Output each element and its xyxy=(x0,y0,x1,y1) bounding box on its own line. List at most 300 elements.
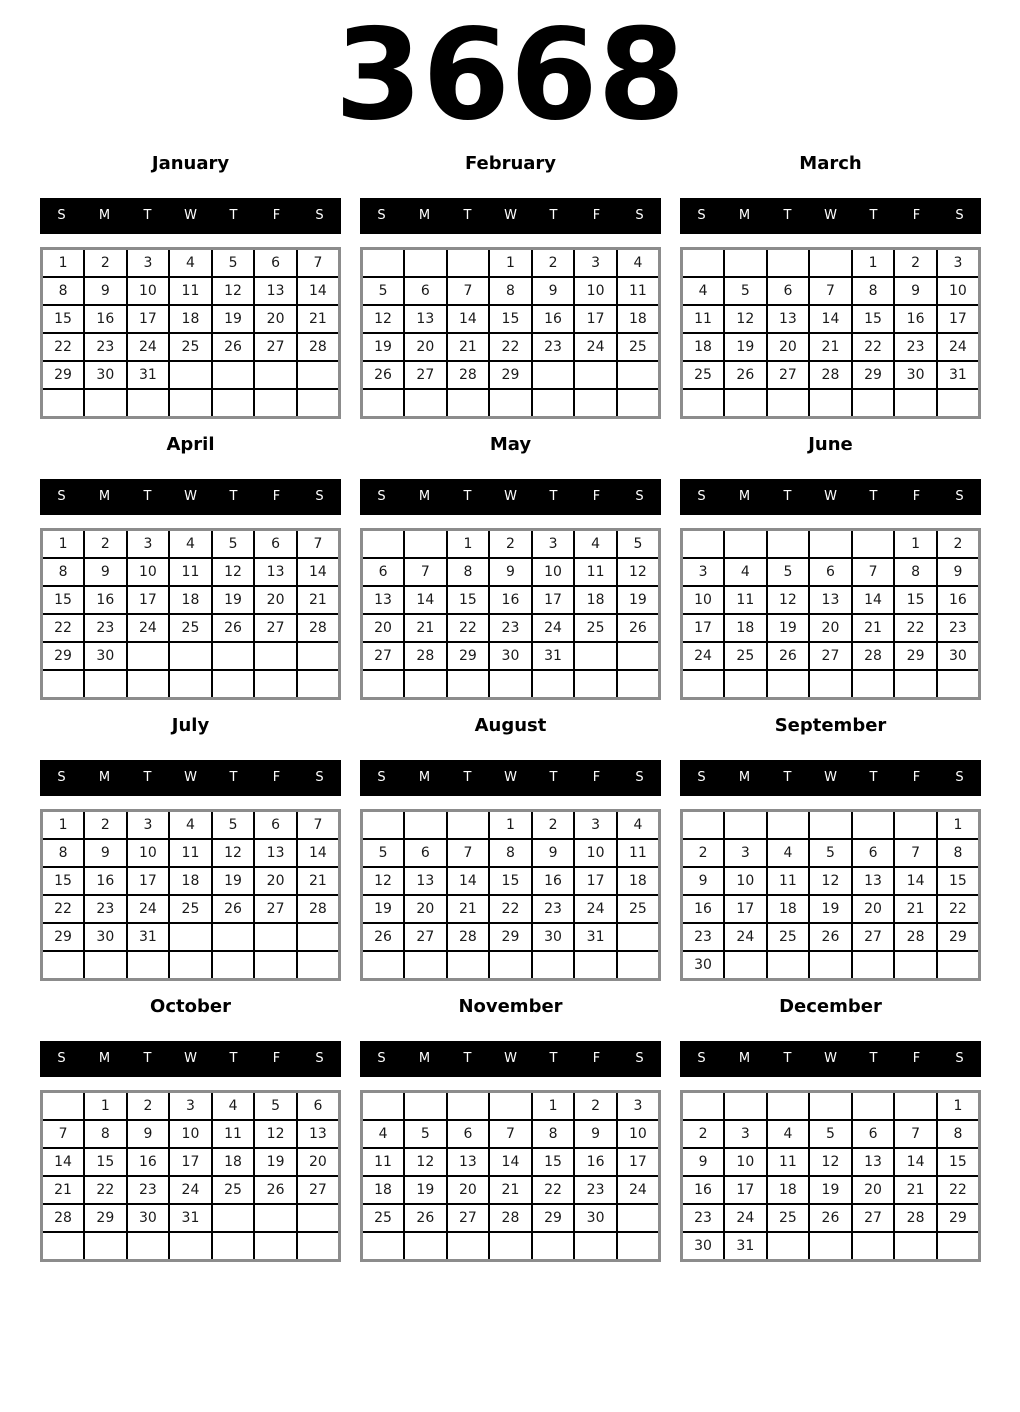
date-cell: 12 xyxy=(767,586,810,614)
date-cell xyxy=(362,249,405,278)
day-of-week-label: S xyxy=(315,208,324,223)
day-of-week-header xyxy=(680,760,981,796)
date-cell xyxy=(297,361,340,389)
date-cell: 20 xyxy=(254,586,297,614)
date-cell: 9 xyxy=(682,867,725,895)
date-cell xyxy=(724,951,767,980)
date-cell xyxy=(767,1092,810,1121)
date-cell: 15 xyxy=(489,867,532,895)
month-title: July xyxy=(171,715,210,736)
date-cell: 25 xyxy=(574,614,617,642)
date-cell xyxy=(169,642,212,670)
day-of-week-label: T xyxy=(143,770,152,785)
week-row xyxy=(682,1204,980,1232)
week-row xyxy=(42,1148,340,1176)
date-cell: 10 xyxy=(724,1148,767,1176)
date-cell xyxy=(574,642,617,670)
date-grid-wrap xyxy=(40,1090,341,1262)
date-cell xyxy=(724,811,767,840)
date-cell: 3 xyxy=(574,811,617,840)
date-cell: 11 xyxy=(574,558,617,586)
date-cell: 4 xyxy=(574,530,617,559)
date-cell: 28 xyxy=(404,642,447,670)
date-cell xyxy=(489,951,532,980)
date-cell xyxy=(404,951,447,980)
date-cell xyxy=(574,670,617,699)
date-cell: 9 xyxy=(937,558,980,586)
date-cell xyxy=(682,249,725,278)
date-cell: 25 xyxy=(169,333,212,361)
date-cell: 12 xyxy=(362,867,405,895)
date-cell xyxy=(212,642,255,670)
date-cell xyxy=(169,389,212,418)
date-cell: 2 xyxy=(127,1092,170,1121)
day-of-week-label: T xyxy=(229,208,238,223)
date-grid-wrap xyxy=(40,528,341,700)
date-cell: 14 xyxy=(42,1148,85,1176)
date-cell: 5 xyxy=(404,1120,447,1148)
date-cell: 27 xyxy=(809,642,852,670)
date-grid xyxy=(680,247,981,419)
date-cell: 25 xyxy=(169,614,212,642)
date-cell xyxy=(489,389,532,418)
date-cell: 23 xyxy=(574,1176,617,1204)
week-row xyxy=(42,923,340,951)
date-cell: 7 xyxy=(447,277,490,305)
date-cell: 10 xyxy=(574,277,617,305)
date-cell: 19 xyxy=(809,1176,852,1204)
date-cell xyxy=(809,389,852,418)
date-cell: 23 xyxy=(84,895,127,923)
day-of-week-label: S xyxy=(955,770,964,785)
date-cell: 18 xyxy=(169,586,212,614)
week-row xyxy=(682,1120,980,1148)
week-row xyxy=(682,867,980,895)
date-cell: 26 xyxy=(362,923,405,951)
day-of-week-label: W xyxy=(824,1051,837,1066)
day-of-week-label: M xyxy=(98,208,111,223)
date-cell: 13 xyxy=(254,277,297,305)
date-cell: 23 xyxy=(682,1204,725,1232)
date-grid-wrap xyxy=(680,809,981,981)
date-cell xyxy=(254,1204,297,1232)
day-of-week-label: F xyxy=(912,1051,921,1066)
date-cell: 15 xyxy=(894,586,937,614)
date-cell xyxy=(169,951,212,980)
month-title: August xyxy=(474,715,547,736)
date-cell: 9 xyxy=(127,1120,170,1148)
day-of-week-label: T xyxy=(549,770,558,785)
month-title: February xyxy=(464,153,557,174)
date-cell: 16 xyxy=(682,1176,725,1204)
month-title: June xyxy=(808,434,853,455)
date-cell xyxy=(852,1232,895,1261)
date-cell: 29 xyxy=(852,361,895,389)
date-cell: 9 xyxy=(894,277,937,305)
date-cell: 25 xyxy=(767,923,810,951)
date-cell xyxy=(404,1232,447,1261)
date-cell xyxy=(42,1092,85,1121)
date-cell: 28 xyxy=(894,1204,937,1232)
week-row xyxy=(362,839,660,867)
day-of-week-label: F xyxy=(912,770,921,785)
date-cell: 5 xyxy=(212,530,255,559)
week-row xyxy=(42,867,340,895)
date-cell: 27 xyxy=(404,923,447,951)
date-cell: 4 xyxy=(617,811,660,840)
date-cell: 11 xyxy=(724,586,767,614)
day-of-week-label: T xyxy=(869,1051,878,1066)
date-cell: 11 xyxy=(767,867,810,895)
date-cell xyxy=(212,389,255,418)
date-cell: 2 xyxy=(84,530,127,559)
date-cell: 23 xyxy=(682,923,725,951)
week-row xyxy=(362,670,660,699)
week-row xyxy=(362,277,660,305)
date-cell: 30 xyxy=(532,923,575,951)
date-cell: 29 xyxy=(937,923,980,951)
date-cell xyxy=(362,670,405,699)
date-cell xyxy=(127,389,170,418)
date-cell: 17 xyxy=(724,1176,767,1204)
date-cell xyxy=(362,389,405,418)
date-cell: 24 xyxy=(937,333,980,361)
date-cell xyxy=(362,1232,405,1261)
date-cell: 2 xyxy=(84,811,127,840)
month-july xyxy=(40,714,341,981)
day-of-week-label: T xyxy=(869,770,878,785)
day-of-week-label: S xyxy=(635,208,644,223)
date-cell: 26 xyxy=(212,614,255,642)
date-cell: 19 xyxy=(809,895,852,923)
week-row xyxy=(42,1092,340,1121)
date-cell: 22 xyxy=(852,333,895,361)
week-row xyxy=(42,1232,340,1261)
week-row xyxy=(42,839,340,867)
date-cell: 15 xyxy=(937,1148,980,1176)
year-title: 3668 xyxy=(334,1,686,148)
date-cell: 19 xyxy=(724,333,767,361)
date-cell xyxy=(84,389,127,418)
week-row xyxy=(42,1176,340,1204)
date-cell: 24 xyxy=(617,1176,660,1204)
date-cell xyxy=(682,811,725,840)
date-cell: 18 xyxy=(574,586,617,614)
day-of-week-label: S xyxy=(315,770,324,785)
date-cell: 25 xyxy=(767,1204,810,1232)
date-cell xyxy=(212,670,255,699)
date-cell: 28 xyxy=(852,642,895,670)
week-row xyxy=(682,1176,980,1204)
date-grid xyxy=(40,528,341,700)
week-row xyxy=(682,1092,980,1121)
day-of-week-label: W xyxy=(184,1051,197,1066)
date-cell: 9 xyxy=(84,558,127,586)
date-cell: 16 xyxy=(574,1148,617,1176)
date-cell: 18 xyxy=(362,1176,405,1204)
week-row xyxy=(362,249,660,278)
date-cell: 19 xyxy=(617,586,660,614)
day-of-week-label: F xyxy=(272,1051,281,1066)
day-of-week-header xyxy=(40,198,341,234)
date-cell: 14 xyxy=(297,839,340,867)
date-cell: 7 xyxy=(894,839,937,867)
date-cell: 10 xyxy=(169,1120,212,1148)
date-cell: 6 xyxy=(254,811,297,840)
date-cell xyxy=(254,389,297,418)
date-cell: 26 xyxy=(767,642,810,670)
date-cell xyxy=(574,361,617,389)
date-grid-wrap xyxy=(40,247,341,419)
date-cell: 19 xyxy=(212,867,255,895)
date-grid xyxy=(680,809,981,981)
month-november xyxy=(360,995,661,1262)
date-cell: 29 xyxy=(937,1204,980,1232)
week-row xyxy=(682,670,980,699)
date-cell: 23 xyxy=(84,614,127,642)
date-cell: 23 xyxy=(894,333,937,361)
month-january xyxy=(40,152,341,419)
date-cell: 25 xyxy=(682,361,725,389)
week-row xyxy=(42,1120,340,1148)
date-cell: 22 xyxy=(489,895,532,923)
date-cell: 5 xyxy=(362,277,405,305)
date-cell: 12 xyxy=(254,1120,297,1148)
date-cell: 20 xyxy=(767,333,810,361)
date-cell: 14 xyxy=(852,586,895,614)
date-cell: 6 xyxy=(809,558,852,586)
date-cell xyxy=(532,670,575,699)
date-cell: 21 xyxy=(404,614,447,642)
date-cell: 9 xyxy=(84,839,127,867)
date-cell: 19 xyxy=(362,895,405,923)
date-cell: 10 xyxy=(127,839,170,867)
date-cell: 20 xyxy=(404,895,447,923)
date-cell: 6 xyxy=(297,1092,340,1121)
date-cell: 8 xyxy=(937,1120,980,1148)
date-cell: 1 xyxy=(42,530,85,559)
day-of-week-label: F xyxy=(912,208,921,223)
date-cell: 24 xyxy=(682,642,725,670)
date-cell: 1 xyxy=(894,530,937,559)
day-of-week-label: W xyxy=(504,770,517,785)
date-cell: 1 xyxy=(84,1092,127,1121)
date-cell: 21 xyxy=(42,1176,85,1204)
date-cell: 26 xyxy=(809,1204,852,1232)
date-cell xyxy=(84,1232,127,1261)
date-cell: 12 xyxy=(809,1148,852,1176)
day-of-week-header xyxy=(680,198,981,234)
date-cell xyxy=(447,951,490,980)
date-cell xyxy=(852,811,895,840)
date-cell xyxy=(447,1092,490,1121)
date-cell xyxy=(212,1232,255,1261)
date-cell xyxy=(767,249,810,278)
date-cell: 27 xyxy=(297,1176,340,1204)
date-cell: 13 xyxy=(852,867,895,895)
date-cell: 23 xyxy=(532,895,575,923)
week-row xyxy=(42,389,340,418)
date-cell xyxy=(297,1204,340,1232)
date-cell: 20 xyxy=(254,867,297,895)
date-cell: 6 xyxy=(254,530,297,559)
date-cell: 21 xyxy=(809,333,852,361)
date-cell xyxy=(254,670,297,699)
date-cell: 31 xyxy=(127,361,170,389)
day-of-week-label: F xyxy=(592,1051,601,1066)
date-cell: 11 xyxy=(169,277,212,305)
date-cell: 21 xyxy=(447,333,490,361)
date-cell: 9 xyxy=(682,1148,725,1176)
date-cell: 18 xyxy=(169,305,212,333)
date-cell: 28 xyxy=(894,923,937,951)
date-cell: 20 xyxy=(362,614,405,642)
date-cell xyxy=(212,361,255,389)
date-cell xyxy=(297,951,340,980)
date-cell: 1 xyxy=(42,249,85,278)
date-cell: 2 xyxy=(682,839,725,867)
date-cell: 9 xyxy=(532,277,575,305)
day-of-week-label: S xyxy=(697,770,706,785)
date-cell: 8 xyxy=(852,277,895,305)
date-cell: 27 xyxy=(447,1204,490,1232)
date-cell: 22 xyxy=(42,614,85,642)
month-title: April xyxy=(166,434,215,455)
week-row xyxy=(362,1176,660,1204)
month-september xyxy=(680,714,981,981)
date-cell xyxy=(767,389,810,418)
day-of-week-label: T xyxy=(783,770,792,785)
date-cell: 17 xyxy=(937,305,980,333)
date-cell: 13 xyxy=(404,867,447,895)
week-row xyxy=(682,839,980,867)
date-cell xyxy=(532,389,575,418)
date-cell: 13 xyxy=(362,586,405,614)
date-cell: 29 xyxy=(489,361,532,389)
date-cell: 22 xyxy=(937,895,980,923)
week-row xyxy=(682,389,980,418)
day-of-week-label: S xyxy=(57,489,66,504)
day-of-week-label: F xyxy=(272,489,281,504)
date-cell xyxy=(574,1232,617,1261)
date-cell: 14 xyxy=(297,277,340,305)
date-cell: 6 xyxy=(254,249,297,278)
month-march xyxy=(680,152,981,419)
date-cell: 30 xyxy=(682,951,725,980)
date-cell: 10 xyxy=(724,867,767,895)
date-cell: 11 xyxy=(617,839,660,867)
date-cell: 29 xyxy=(489,923,532,951)
date-cell: 8 xyxy=(42,277,85,305)
date-cell: 29 xyxy=(84,1204,127,1232)
date-grid-wrap xyxy=(680,1090,981,1262)
date-cell xyxy=(724,530,767,559)
date-cell: 23 xyxy=(127,1176,170,1204)
date-cell: 3 xyxy=(127,530,170,559)
date-cell: 21 xyxy=(894,1176,937,1204)
date-cell: 22 xyxy=(84,1176,127,1204)
date-cell: 21 xyxy=(852,614,895,642)
date-cell: 24 xyxy=(532,614,575,642)
date-cell xyxy=(404,249,447,278)
date-cell: 22 xyxy=(447,614,490,642)
date-cell: 17 xyxy=(617,1148,660,1176)
week-row xyxy=(362,811,660,840)
date-cell: 31 xyxy=(574,923,617,951)
date-cell: 4 xyxy=(617,249,660,278)
date-cell: 12 xyxy=(212,558,255,586)
date-cell xyxy=(362,530,405,559)
date-cell: 5 xyxy=(809,1120,852,1148)
date-cell: 9 xyxy=(489,558,532,586)
week-row xyxy=(362,1120,660,1148)
date-cell: 29 xyxy=(42,642,85,670)
date-cell: 13 xyxy=(852,1148,895,1176)
date-cell: 13 xyxy=(404,305,447,333)
date-cell xyxy=(724,389,767,418)
date-cell: 8 xyxy=(894,558,937,586)
day-of-week-label: S xyxy=(635,489,644,504)
date-cell: 15 xyxy=(84,1148,127,1176)
date-cell xyxy=(617,670,660,699)
date-cell: 13 xyxy=(809,586,852,614)
day-of-week-label: M xyxy=(98,489,111,504)
date-cell: 20 xyxy=(852,895,895,923)
date-cell: 2 xyxy=(937,530,980,559)
date-cell: 3 xyxy=(532,530,575,559)
day-of-week-label: S xyxy=(955,208,964,223)
day-of-week-header xyxy=(360,198,661,234)
date-cell xyxy=(682,530,725,559)
date-cell xyxy=(894,670,937,699)
date-cell: 14 xyxy=(297,558,340,586)
date-grid xyxy=(680,528,981,700)
date-cell: 10 xyxy=(127,277,170,305)
week-row xyxy=(42,811,340,840)
date-cell xyxy=(767,1232,810,1261)
date-cell: 4 xyxy=(767,839,810,867)
date-cell: 26 xyxy=(212,333,255,361)
date-cell xyxy=(404,1092,447,1121)
date-cell: 28 xyxy=(42,1204,85,1232)
day-of-week-header xyxy=(360,760,661,796)
date-cell: 13 xyxy=(254,839,297,867)
date-cell xyxy=(447,670,490,699)
date-cell: 14 xyxy=(489,1148,532,1176)
date-cell xyxy=(42,951,85,980)
date-cell: 28 xyxy=(447,361,490,389)
date-cell: 2 xyxy=(532,811,575,840)
day-of-week-label: W xyxy=(504,208,517,223)
date-cell: 26 xyxy=(724,361,767,389)
date-cell: 10 xyxy=(937,277,980,305)
month-april xyxy=(40,433,341,700)
date-cell xyxy=(852,670,895,699)
date-cell: 24 xyxy=(127,614,170,642)
date-cell xyxy=(254,951,297,980)
month-title: January xyxy=(151,153,230,174)
day-of-week-label: T xyxy=(869,489,878,504)
day-of-week-label: M xyxy=(98,1051,111,1066)
month-august xyxy=(360,714,661,981)
date-cell: 23 xyxy=(489,614,532,642)
date-cell: 31 xyxy=(724,1232,767,1261)
date-cell: 13 xyxy=(254,558,297,586)
date-cell: 20 xyxy=(852,1176,895,1204)
date-grid xyxy=(360,247,661,419)
date-cell: 19 xyxy=(212,305,255,333)
date-cell xyxy=(42,1232,85,1261)
